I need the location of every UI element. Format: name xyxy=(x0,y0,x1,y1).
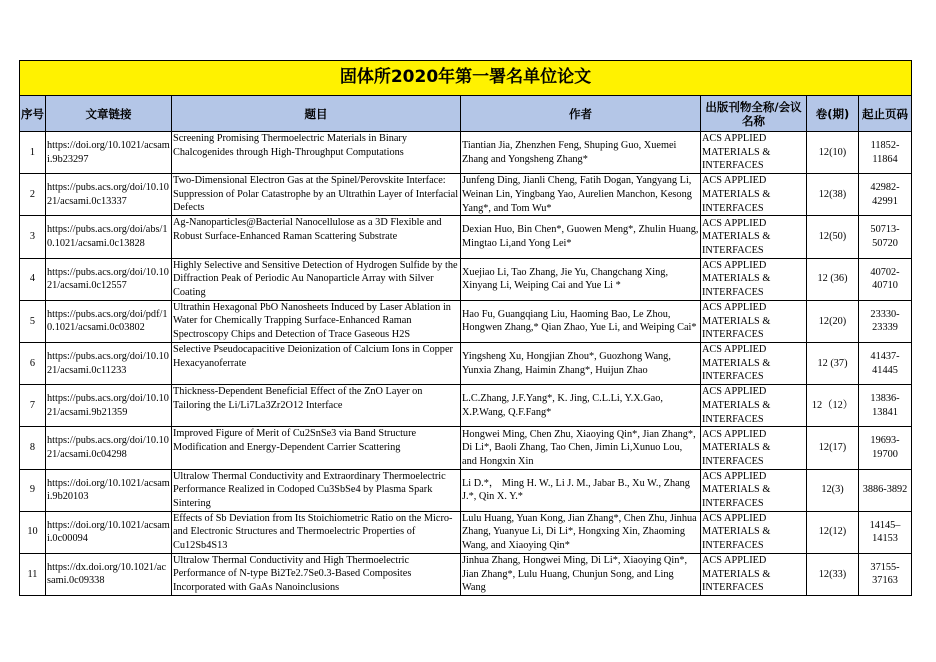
authors: Junfeng Ding, Jianli Cheng, Fatih Dogan, Yangyang Li, Weinan Lin, Yingbang Yao, Aurelien Manchon, Kesong Yang*, and Tom Wu* xyxy=(461,174,701,216)
page-range: 3886-3892 xyxy=(859,469,912,511)
article-title: Two-Dimensional Electron Gas at the Spinel/Perovskite Interface: Suppression of Polar Catastrophe by an Ultrathin Layer of Interfacial Defects xyxy=(172,174,461,216)
journal: ACS APPLIED MATERIALS & INTERFACES xyxy=(701,342,807,384)
page-range: 41437-41445 xyxy=(859,342,912,384)
article-title: Highly Selective and Sensitive Detection of Hydrogen Sulfide by the Diffraction Peak of Periodic Au Nanoparticle Array with Silver Coating xyxy=(172,258,461,300)
journal: ACS APPLIED MATERIALS & INTERFACES xyxy=(701,132,807,174)
table-row xyxy=(20,553,912,595)
volume-issue: 12(33) xyxy=(807,553,859,595)
article-link[interactable]: https://pubs.acs.org/doi/pdf/10.1021/acsami.0c03802 xyxy=(46,300,172,342)
volume-issue: 12（12） xyxy=(807,385,859,427)
journal: ACS APPLIED MATERIALS & INTERFACES xyxy=(701,300,807,342)
row-number: 10 xyxy=(20,511,46,553)
table-row xyxy=(20,174,912,216)
papers-table xyxy=(19,60,912,596)
row-number: 6 xyxy=(20,342,46,384)
table-row xyxy=(20,427,912,469)
journal: ACS APPLIED MATERIALS & INTERFACES xyxy=(701,427,807,469)
header-title: 题目 xyxy=(172,96,461,132)
article-link[interactable]: https://pubs.acs.org/doi/10.1021/acsami.9b21359 xyxy=(46,385,172,427)
article-title: Improved Figure of Merit of Cu2SnSe3 via Band Structure Modification and Energy-Dependent Carrier Scattering xyxy=(172,427,461,469)
article-link[interactable]: https://pubs.acs.org/doi/10.1021/acsami.0c11233 xyxy=(46,342,172,384)
row-number: 11 xyxy=(20,553,46,595)
article-link[interactable]: https://dx.doi.org/10.1021/acsami.0c09338 xyxy=(46,553,172,595)
table-row xyxy=(20,300,912,342)
header-journal: 出版刊物全称/会议名称 xyxy=(701,96,807,132)
article-link[interactable]: https://pubs.acs.org/doi/10.1021/acsami.0c13337 xyxy=(46,174,172,216)
page-range: 37155-37163 xyxy=(859,553,912,595)
table-row xyxy=(20,132,912,174)
journal: ACS APPLIED MATERIALS & INTERFACES xyxy=(701,511,807,553)
volume-issue: 12(10) xyxy=(807,132,859,174)
page-range: 11852-11864 xyxy=(859,132,912,174)
table-row xyxy=(20,216,912,258)
page-range: 42982-42991 xyxy=(859,174,912,216)
row-number: 9 xyxy=(20,469,46,511)
journal: ACS APPLIED MATERIALS & INTERFACES xyxy=(701,258,807,300)
article-link[interactable]: https://doi.org/10.1021/acsami.9b20103 xyxy=(46,469,172,511)
row-number: 5 xyxy=(20,300,46,342)
table-row xyxy=(20,469,912,511)
table-row xyxy=(20,385,912,427)
page-range: 50713-50720 xyxy=(859,216,912,258)
table-row xyxy=(20,511,912,553)
title-row xyxy=(20,61,912,96)
journal: ACS APPLIED MATERIALS & INTERFACES xyxy=(701,469,807,511)
header-link: 文章链接 xyxy=(46,96,172,132)
table-title: 固体所2020年第一署名单位论文 xyxy=(20,61,912,96)
page-range: 19693-19700 xyxy=(859,427,912,469)
volume-issue: 12(38) xyxy=(807,174,859,216)
journal: ACS APPLIED MATERIALS & INTERFACES xyxy=(701,553,807,595)
article-link[interactable]: https://pubs.acs.org/doi/10.1021/acsami.0c12557 xyxy=(46,258,172,300)
article-title: Effects of Sb Deviation from Its Stoichiometric Ratio on the Micro- and Electronic Structures and Thermoelectric Properties of Cu12Sb4S13 xyxy=(172,511,461,553)
authors: Hongwei Ming, Chen Zhu, Xiaoying Qin*, Jian Zhang*, Di Li*, Baoli Zhang, Tao Chen, Jimin Li,Xunuo Lou, and Hongxin Xin xyxy=(461,427,701,469)
header-pages: 起止页码 xyxy=(859,96,912,132)
article-link[interactable]: https://doi.org/10.1021/acsami.0c00094 xyxy=(46,511,172,553)
article-title: Thickness-Dependent Beneficial Effect of the ZnO Layer on Tailoring the Li/Li7La3Zr2O12 Interface xyxy=(172,385,461,427)
header-authors: 作者 xyxy=(461,96,701,132)
article-title: Ultrathin Hexagonal PbO Nanosheets Induced by Laser Ablation in Water for Chemically Trapping Surface-Enhanced Raman Spectroscopy Chips and Detection of Trace Gaseous H2S xyxy=(172,300,461,342)
journal: ACS APPLIED MATERIALS & INTERFACES xyxy=(701,385,807,427)
header-no: 序号 xyxy=(20,96,46,132)
volume-issue: 12(17) xyxy=(807,427,859,469)
table-row xyxy=(20,342,912,384)
article-link[interactable]: https://doi.org/10.1021/acsami.9b23297 xyxy=(46,132,172,174)
page-range: 40702-40710 xyxy=(859,258,912,300)
authors: Dexian Huo, Bin Chen*, Guowen Meng*, Zhulin Huang, Mingtao Li,and Yong Lei* xyxy=(461,216,701,258)
authors: Lulu Huang, Yuan Kong, Jian Zhang*, Chen Zhu, Jinhua Zhang, Yuanyue Li, Di Li*, Hongxing Xin, Zhaoming Wang, and Xiaoying Qin* xyxy=(461,511,701,553)
article-title: Ultralow Thermal Conductivity and High Thermoelectric Performance of N-type Bi2Te2.7Se0.3-Based Composites Incorporated with GaAs Nanoinclusions xyxy=(172,553,461,595)
volume-issue: 12 (36) xyxy=(807,258,859,300)
page-range: 14145–14153 xyxy=(859,511,912,553)
journal: ACS APPLIED MATERIALS & INTERFACES xyxy=(701,216,807,258)
row-number: 4 xyxy=(20,258,46,300)
article-link[interactable]: https://pubs.acs.org/doi/10.1021/acsami.0c04298 xyxy=(46,427,172,469)
article-link[interactable]: https://pubs.acs.org/doi/abs/10.1021/acsami.0c13828 xyxy=(46,216,172,258)
header-volume: 卷(期) xyxy=(807,96,859,132)
page-range: 23330-23339 xyxy=(859,300,912,342)
volume-issue: 12 (37) xyxy=(807,342,859,384)
article-title: Ultralow Thermal Conductivity and Extraordinary Thermoelectric Performance Realized in Codoped Cu3SbSe4 by Plasma Spark Sintering xyxy=(172,469,461,511)
journal: ACS APPLIED MATERIALS & INTERFACES xyxy=(701,174,807,216)
page-range: 13836-13841 xyxy=(859,385,912,427)
volume-issue: 12(50) xyxy=(807,216,859,258)
authors: Tiantian Jia, Zhenzhen Feng, Shuping Guo, Xuemei Zhang and Yongsheng Zhang* xyxy=(461,132,701,174)
volume-issue: 12(20) xyxy=(807,300,859,342)
table-row xyxy=(20,258,912,300)
volume-issue: 12(3) xyxy=(807,469,859,511)
header-row xyxy=(20,96,912,132)
row-number: 7 xyxy=(20,385,46,427)
authors: Jinhua Zhang, Hongwei Ming, Di Li*, Xiaoying Qin*, Jian Zhang*, Lulu Huang, Chunjun Song, and Ling Wang xyxy=(461,553,701,595)
authors: L.C.Zhang, J.F.Yang*, K. Jing, C.L.Li, Y.X.Gao, X.P.Wang, Q.F.Fang* xyxy=(461,385,701,427)
article-title: Selective Pseudocapacitive Deionization of Calcium Ions in Copper Hexacyanoferrate xyxy=(172,342,461,384)
row-number: 8 xyxy=(20,427,46,469)
authors: Yingsheng Xu, Hongjian Zhou*, Guozhong Wang, Yunxia Zhang, Haimin Zhang*, Huijun Zhao xyxy=(461,342,701,384)
volume-issue: 12(12) xyxy=(807,511,859,553)
authors: Xuejiao Li, Tao Zhang, Jie Yu, Changchang Xing, Xinyang Li, Weiping Cai and Yue Li * xyxy=(461,258,701,300)
row-number: 3 xyxy=(20,216,46,258)
article-title: Ag-Nanoparticles@Bacterial Nanocellulose as a 3D Flexible and Robust Surface-Enhanced Raman Scattering Substrate xyxy=(172,216,461,258)
authors: Li D.*， Ming H. W., Li J. M., Jabar B., Xu W., Zhang J.*, Qin X. Y.* xyxy=(461,469,701,511)
row-number: 1 xyxy=(20,132,46,174)
article-title: Screening Promising Thermoelectric Materials in Binary Chalcogenides through High-Throughput Computations xyxy=(172,132,461,174)
authors: Hao Fu, Guangqiang Liu, Haoming Bao, Le Zhou, Hongwen Zhang,* Qian Zhao, Yue Li, and Weiping Cai* xyxy=(461,300,701,342)
row-number: 2 xyxy=(20,174,46,216)
